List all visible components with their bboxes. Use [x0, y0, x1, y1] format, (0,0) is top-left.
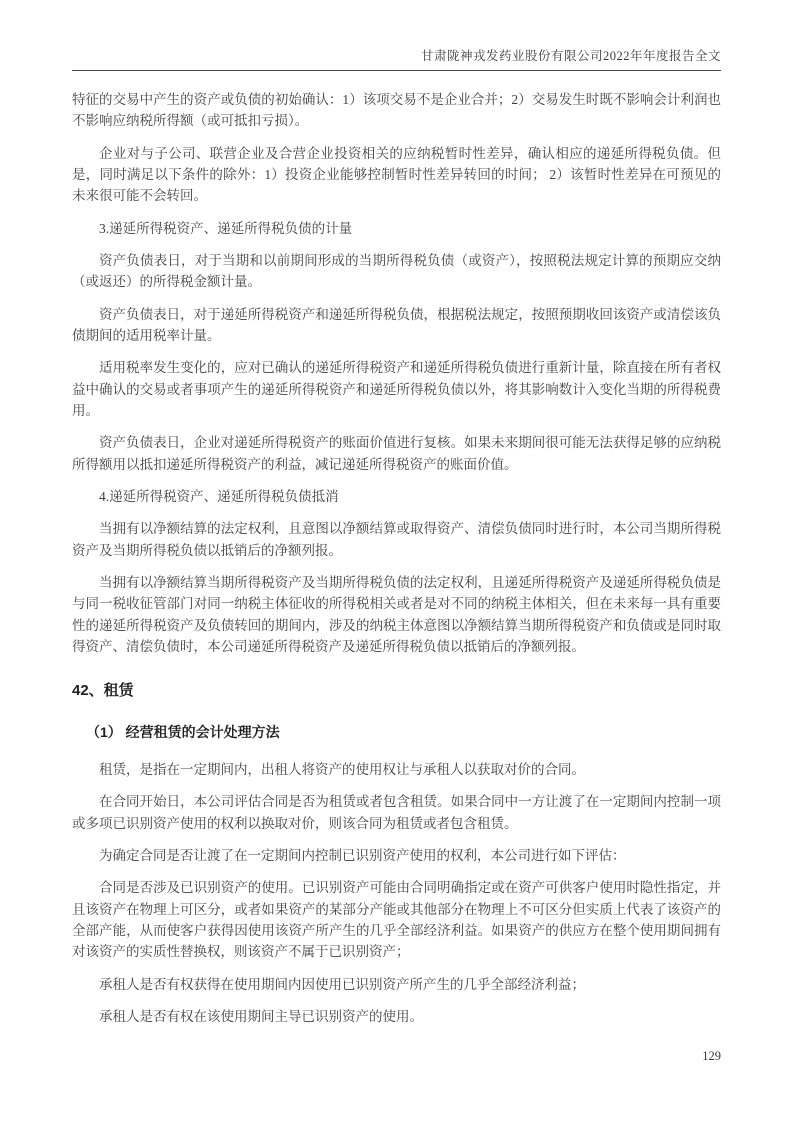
paragraph: 资产负债表日，对于当期和以前期间形成的当期所得税负债（或资产），按照税法规定计算的预期应交纳（或返还）的所得税金额计量。: [72, 252, 721, 290]
paragraph: 资产负债表日，对于递延所得税资产和递延所得税负债，根据税法规定，按照预期收回该资产或清偿该负债期间的适用税率计量。: [72, 306, 721, 343]
paragraph: 当拥有以净额结算当期所得税资产及当期所得税负债的法定权利，且递延所得税资产及递延所得税负债是与同一税收征管部门对同一纳税主体征收的所得税相关或者是对不同的纳税主体相关，但在未来每一具有重要性的递延所得税资产及负债转回的期间内，涉及的纳税主体意图以净额结算当期所得税资产和负债或是同时取得资产、清偿负债时，本公司递延所得税资产及递延所得税负债以抵销后的净额列报。: [72, 574, 721, 654]
paragraph: 租赁，是指在一定期间内，出租人将资产的使用权让与承租人以获取对价的合同。: [99, 762, 585, 778]
paragraph: 当拥有以净额结算的法定权利，且意图以净额结算或取得资产、清偿负债同时进行时，本公司当期所得税资产及当期所得税负债以抵销后的净额列报。: [72, 521, 721, 558]
document-content: [72, 89, 721, 1027]
paragraph: 资产负债表日，企业对递延所得税资产的账面价值进行复核。如果未来期间很可能无法获得足够的应纳税所得额用以抵扣递延所得税资产的利益，减记递延所得税资产的账面价值。: [72, 435, 721, 472]
paragraph: 承租人是否有权获得在使用期间内因使用已识别资产所产生的几乎全部经济利益；: [99, 976, 585, 992]
paragraph: 合同是否涉及已识别资产的使用。已识别资产可能由合同明确指定或在资产可供客户使用时隐性指定，并且该资产在物理上可区分，或者如果资产的某部分产能或其他部分在物理上不可区分但实质上代表了该资产的全部产能，从而使客户获得因使用该资产所产生的几乎全部经济利益。如果资产的供应方在整个使用期间拥有对该资产的实质性替换权，则该资产不属于已识别资产；: [72, 880, 721, 960]
subsection-heading-operating-lease: （1） 经营租赁的会计处理方法: [86, 723, 280, 740]
page-number: 129: [702, 1049, 721, 1063]
paragraph: 特征的交易中产生的资产或负债的初始确认：1）该项交易不是企业合并；2）交易发生时既不影响会计利润也不影响应纳税所得额（或可抵扣亏损）。: [72, 92, 721, 129]
header-divider: [72, 70, 721, 71]
paragraph: 承租人是否有权在该使用期间主导已识别资产的使用。: [99, 1008, 423, 1024]
header-title: 甘肃陇神戎发药业股份有限公司2022年年度报告全文: [420, 49, 721, 63]
page-header: [72, 46, 721, 71]
paragraph: 适用税率发生变化的，应对已确认的递延所得税资产和递延所得税负债进行重新计量，除直接在所有者权益中确认的交易或者事项产生的递延所得税资产和递延所得税负债以外，将其影响数计入变化当期的所得税费用。: [72, 360, 721, 418]
page-footer: [702, 1049, 721, 1064]
paragraph-numbered-item: 3.递延所得税资产、递延所得税负债的计量: [99, 220, 353, 236]
paragraph: 企业对与子公司、联营企业及合营企业投资相关的应纳税暂时性差异，确认相应的递延所得税负债。但是，同时满足以下条件的除外：1）投资企业能够控制暂时性差异转回的时间； 2）该暂时性差异在可预见的未来很可能不会转回。: [72, 145, 721, 204]
paragraph: 在合同开始日，本公司评估合同是否为租赁或者包含租赁。如果合同中一方让渡了在一定期间内控制一项或多项已识别资产使用的权利以换取对价，则该合同为租赁或者包含租赁。: [72, 794, 721, 831]
paragraph-numbered-item: 4.递延所得税资产、递延所得税负债抵消: [99, 488, 339, 504]
section-heading-lease: 42、租赁: [72, 682, 134, 700]
paragraph: 为确定合同是否让渡了在一定期间内控制已识别资产使用的权利，本公司进行如下评估：: [99, 848, 626, 863]
